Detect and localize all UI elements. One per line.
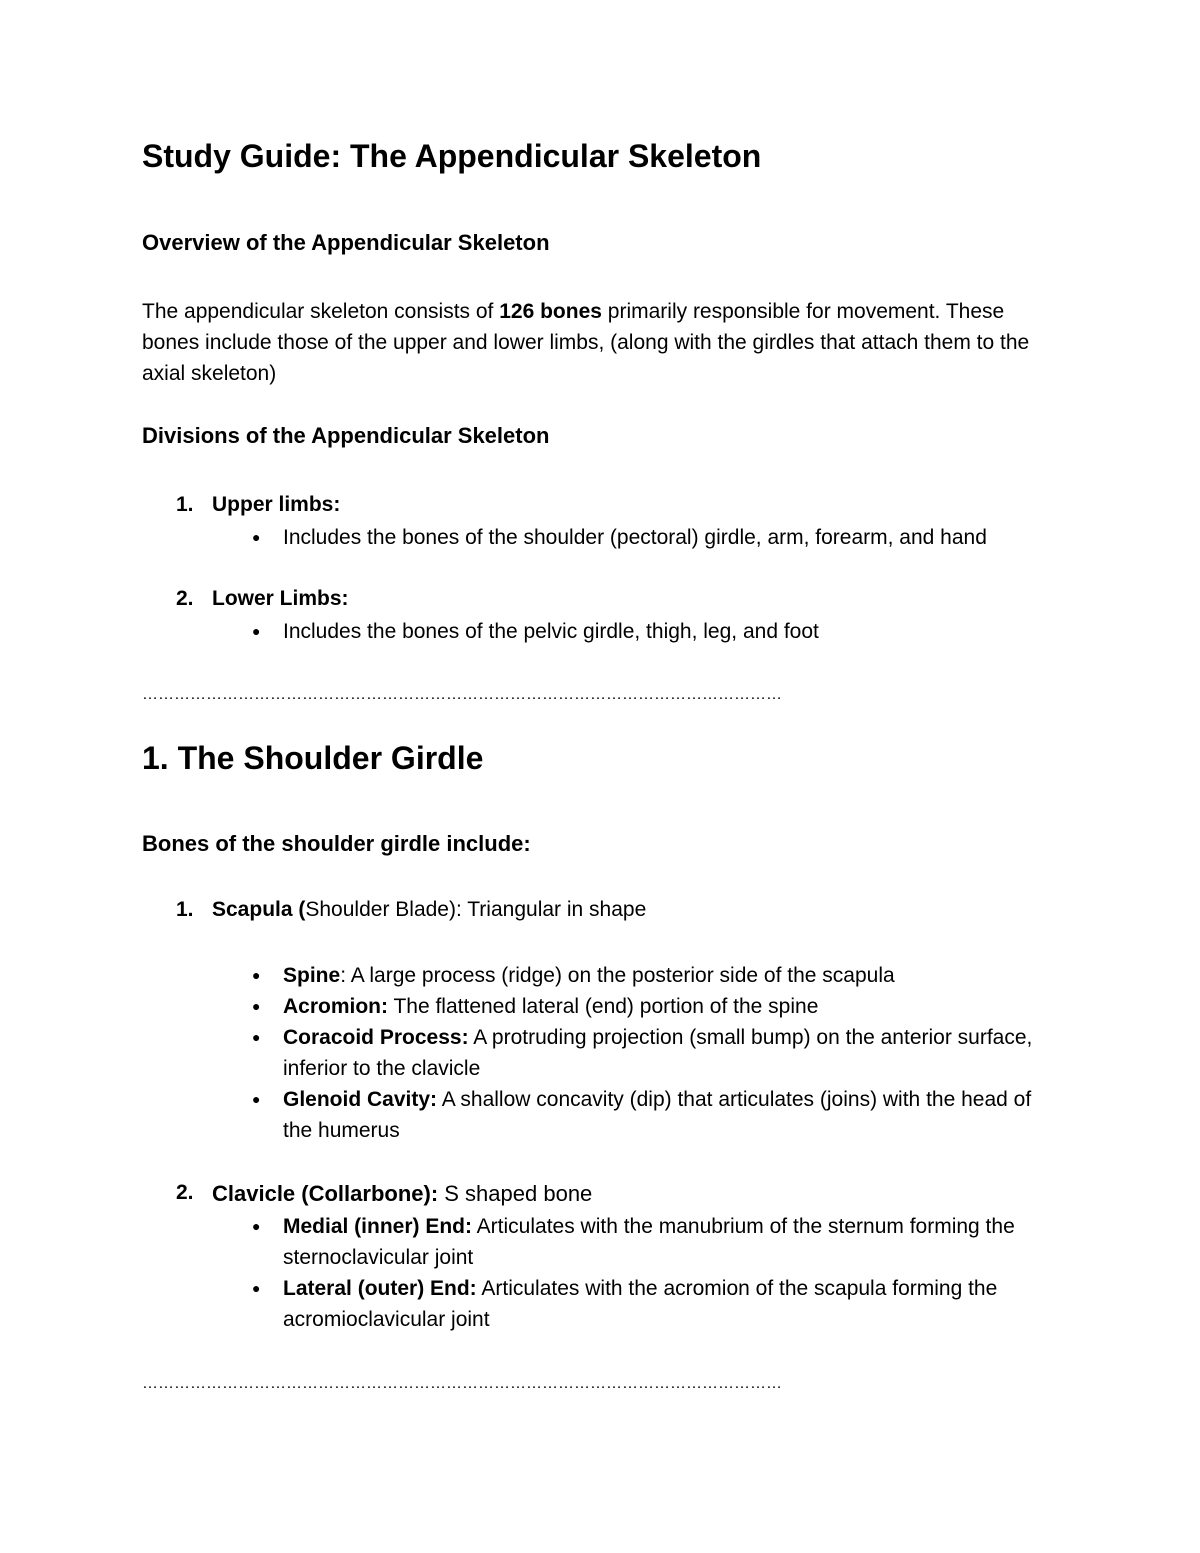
dotted-separator: ………………………………………………………………………………………………………… [142,686,782,703]
clavicle-description: S shaped bone [438,1181,593,1206]
bullet-icon: ● [252,1091,261,1107]
division-lower-description: Includes the bones of the pelvic girdle, thigh, leg, and foot [283,620,819,643]
term: Medial (inner) End: [283,1215,472,1238]
scapula-description: Shoulder Blade): Triangular in shape [305,898,647,921]
term: Glenoid Cavity: [283,1088,438,1111]
overview-text-start: The appendicular skeleton consists of [142,300,500,323]
scapula-heading [212,898,646,922]
scapula-label: Scapula ( [212,898,306,921]
list-item [283,991,1073,1022]
page-title: Study Guide: The Appendicular Skeleton [142,138,762,174]
dotted-separator: ………………………………………………………………………………………………………… [142,1375,782,1392]
section-subheading: Bones of the shoulder girdle include: [142,831,531,856]
term: Spine [283,964,341,987]
bullet-icon: ● [252,1280,261,1296]
bullet-icon: ● [252,967,261,983]
bullet-icon: ● [252,623,261,639]
term: Lateral (outer) End: [283,1277,477,1300]
list-number: 2. [176,587,194,610]
list-item [283,1273,1063,1335]
term: Coracoid Process: [283,1026,469,1049]
bullet-icon: ● [252,998,261,1014]
section-heading: 1. The Shoulder Girdle [142,740,484,776]
list-number: 2. [176,1181,194,1204]
bullet-icon: ● [252,1218,261,1234]
list-number: 1. [176,493,194,516]
definition: : A large process (ridge) on the posterior side of the scapula [340,964,895,987]
overview-bold-count: 126 bones [499,300,602,323]
list-item [283,1211,1023,1273]
definition: A protruding projection (small bump) on the anterior surface, inferior to the clavicle [283,1026,1033,1080]
overview-heading: Overview of the Appendicular Skeleton [142,230,550,255]
list-item [283,1022,1053,1084]
bullet-icon: ● [252,1029,261,1045]
overview-paragraph [142,296,1052,389]
division-upper-label: Upper limbs: [212,493,341,516]
division-upper-description: Includes the bones of the shoulder (pectoral) girdle, arm, forearm, and hand [283,526,987,549]
list-item [283,960,1073,991]
list-item [283,1084,1053,1146]
overview-text-end: primarily responsible for movement. These bones include those of the upper and lower limbs, (along with the girdles that attach them to the axial skeleton) [142,300,1030,385]
definition: A shallow concavity (dip) that articulates (joins) with the head of the humerus [283,1088,1032,1142]
term: Acromion: [283,995,388,1018]
clavicle-heading [212,1181,592,1207]
definition: Articulates with the acromion of the scapula forming the acromioclavicular joint [283,1277,998,1331]
divisions-heading: Divisions of the Appendicular Skeleton [142,423,550,448]
definition: The flattened lateral (end) portion of the spine [388,995,819,1018]
definition: Articulates with the manubrium of the sternum forming the sternoclavicular joint [283,1215,1015,1269]
bullet-icon: ● [252,529,261,545]
division-lower-label: Lower Limbs: [212,587,349,610]
clavicle-label: Clavicle (Collarbone): [212,1181,439,1206]
list-number: 1. [176,898,194,921]
